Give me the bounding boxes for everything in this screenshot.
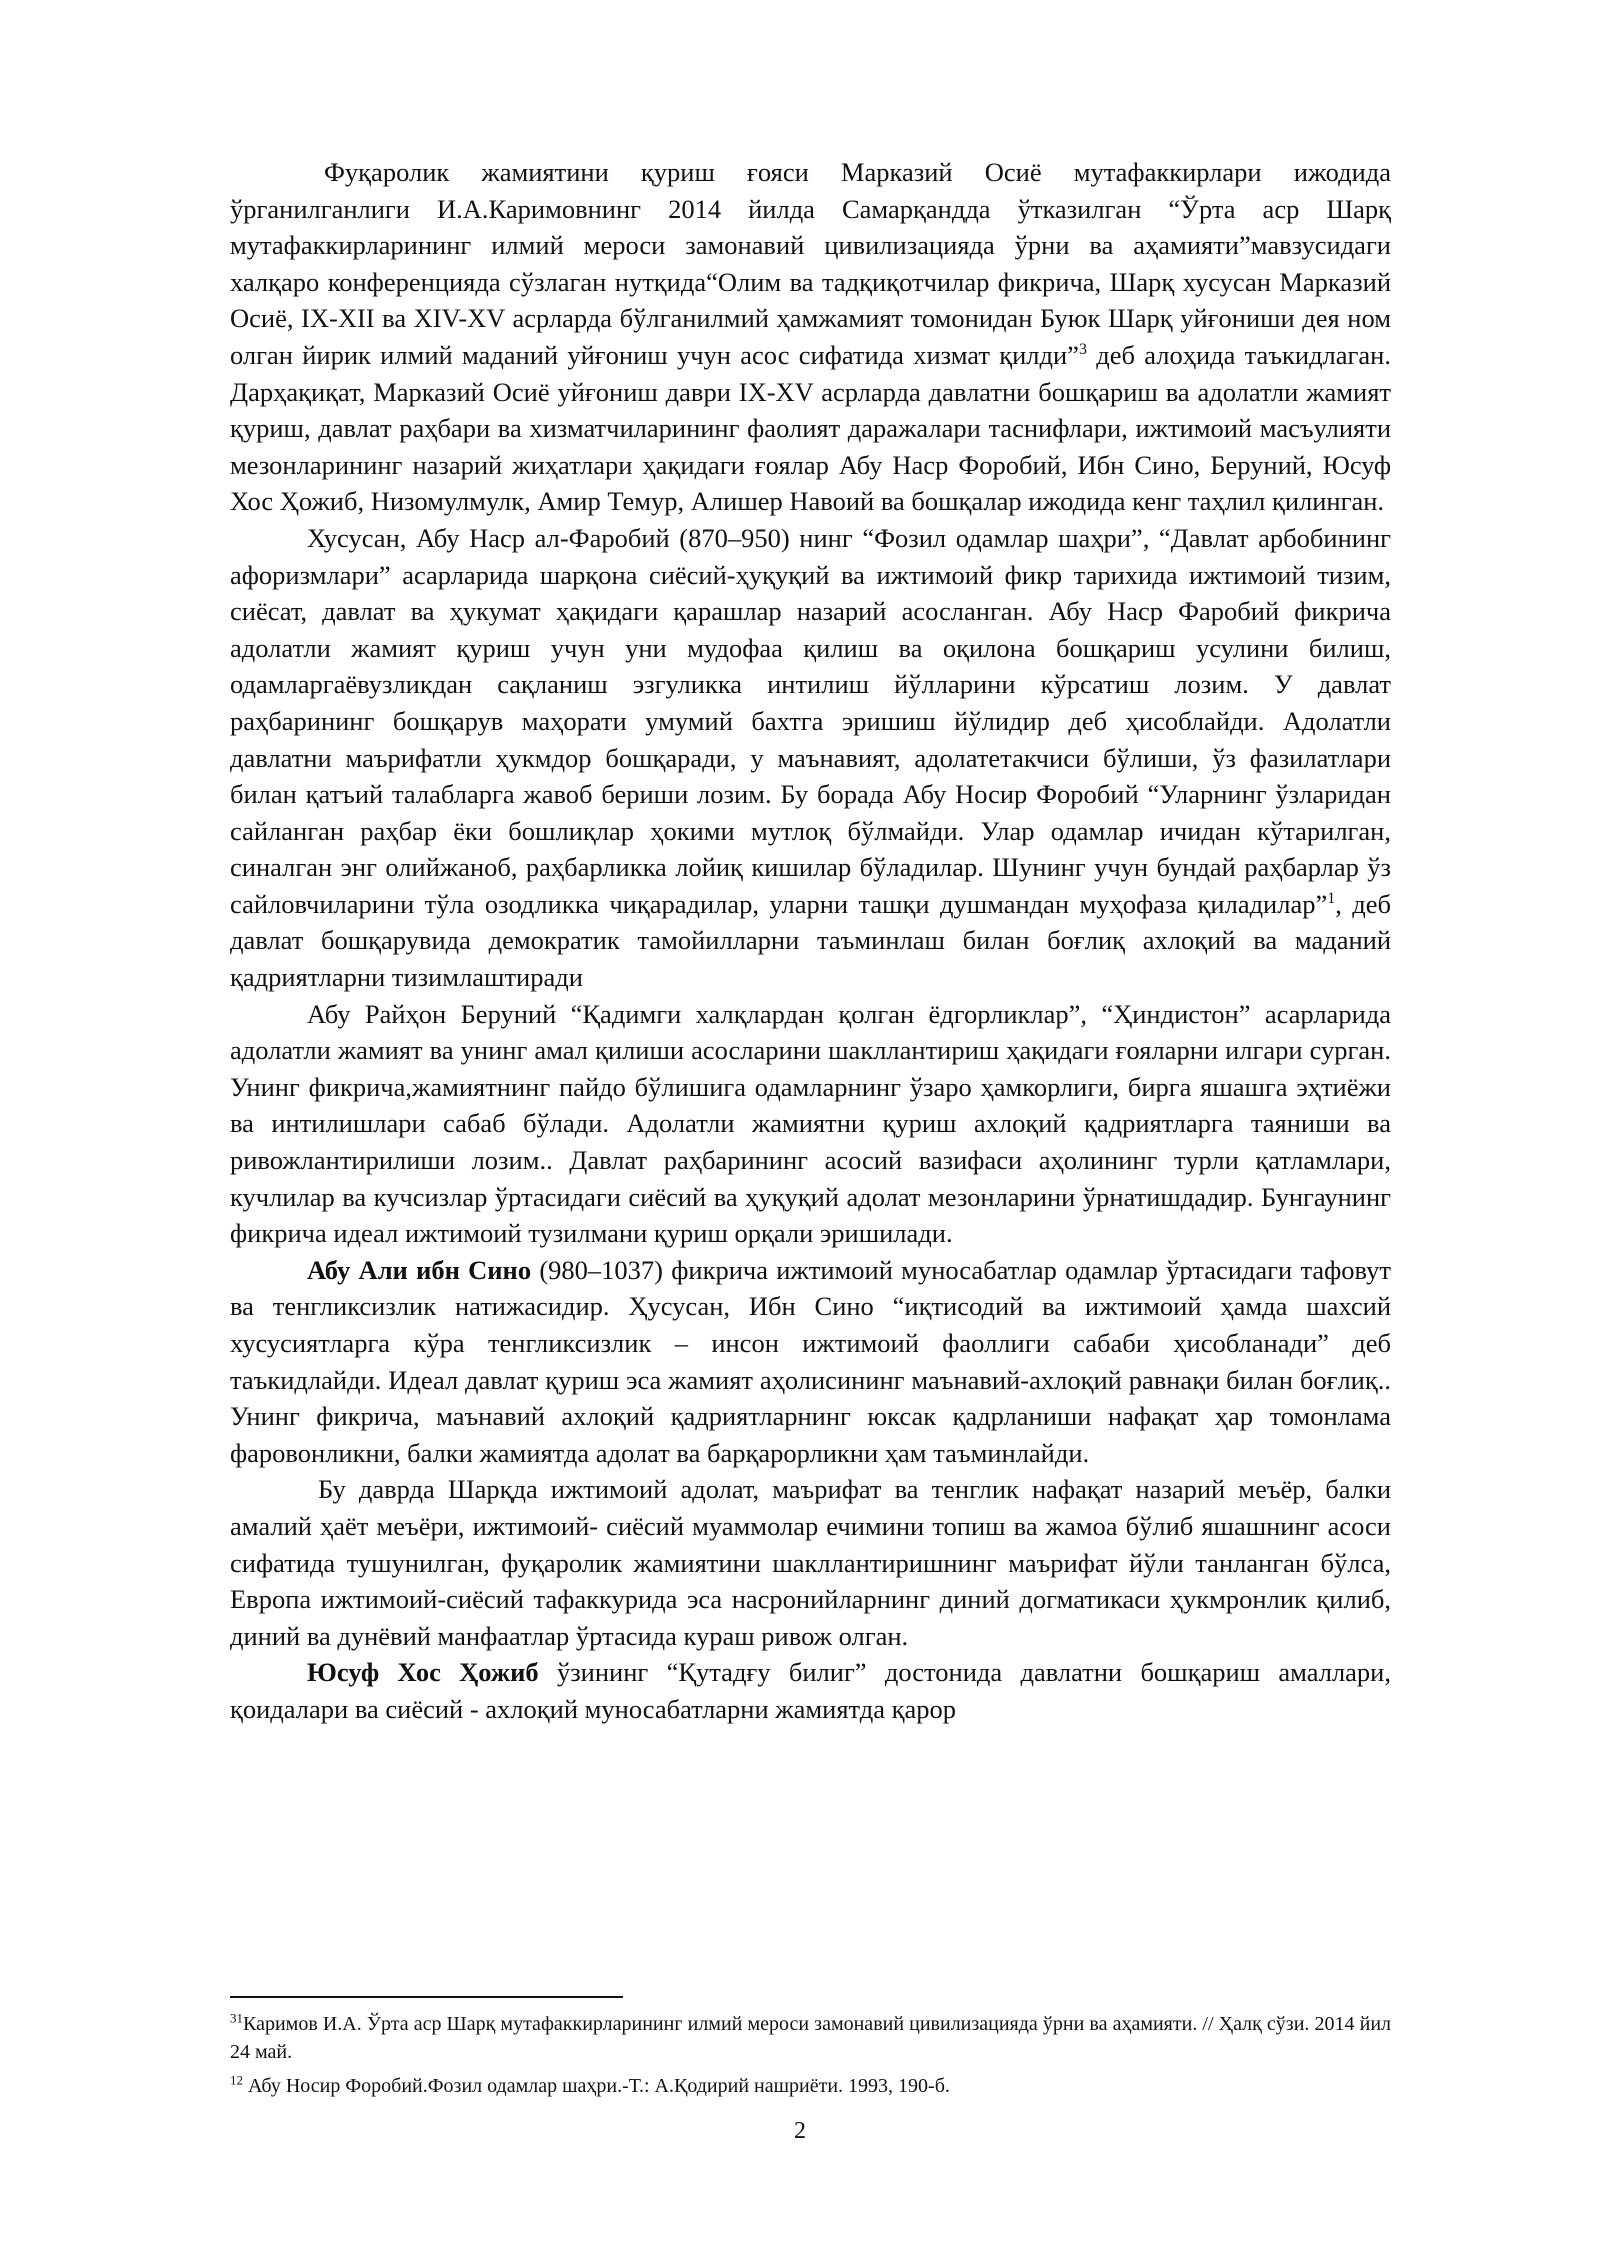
paragraph-text: , деб давлат бошқарувида демократик тамойилларни таъминлаш билан боғлиқ ахлоқий ва маданий қадриятларни тизимлаштиради — [230, 888, 1391, 993]
footnote-text: Абу Носир Форобий.Фозил одамлар шаҳри.-Т.: А.Қодирий нашриёти. 1993, 190-б. — [243, 2075, 950, 2097]
page-number: 2 — [794, 2118, 806, 2144]
bold-name: Юсуф Хос Ҳожиб — [307, 1657, 539, 1688]
paragraph — [230, 1654, 1391, 1727]
paragraph-text: Абу Райҳон Беруний “Қадимги халқлардан қолган ёдгорликлар”, “Ҳиндистон” асарларида адолатли жамият ва унинг амал қилиши асосларини шакллантириш ҳақидаги ғояларни илгари сурган. Унинг фикрича,жамиятнинг пайдо бўлишига одамларнинг ўзаро ҳамкорлиги, бирга яшашга эҳтиёжи ва интилишлари сабаб бўлади. Адолатли жамиятни қуриш ахлоқий қадриятларга таяниши ва ривожлантирилиши лозим.. Давлат раҳбарининг асосий вазифаси аҳолининг турли қатламлари, кучлилар ва кучсизлар ўртасидаги сиёсий ва ҳуқуқий адолат мезонларини ўрнатишдадир. Бунгаунинг фикрича идеал ижтимоий тузилмани қуриш орқали эришилади. — [230, 998, 1391, 1249]
paragraph — [230, 1471, 1391, 1654]
footnote-marker: 31 — [230, 2010, 243, 2026]
footnotes — [230, 2010, 1391, 2106]
paragraph — [230, 996, 1391, 1252]
footnote — [230, 2072, 1391, 2100]
paragraph — [230, 520, 1391, 996]
paragraph-text: Хусусан, Абу Наср ал-Фаробий (870–950) нинг “Фозил одамлар шаҳри”, “Давлат арбобининг афоризмлари” асарларида шарқона сиёсий-ҳуқуқий ва ижтимоий фикр тарихида ижтимоий тизим, сиёсат, давлат ва ҳукумат ҳақидаги қарашлар назарий асосланган. Абу Наср Фаробий фикрича адолатли жамият қуриш учун уни мудофаа қилиш ва оқилона бошқариш усулини билиш, одамларгаёвузликдан сақланиш эзгуликка интилиш йўлларини кўрсатиш лозим. У давлат раҳбарининг бошқарув маҳорати умумий бахтга эришиш йўлидир деб ҳисоблайди. Адолатли давлатни маърифатли ҳукмдор бошқаради, у маънавият, адолатетакчиси бўлиши, ўз фазилатлари билан қатъий талабларга жавоб бериши лозим. Бу борада Абу Носир Форобий “Уларнинг ўзларидан сайланган раҳбар ёки бошлиқлар ҳокими мутлоқ бўлмайди. Улар одамлар ичидан кўтарилган, синалган энг олийжаноб, раҳбарликка лойиқ кишилар бўладилар. Шунинг учун бундай раҳбарлар ўз сайловчиларини тўла озодликка чиқарадилар, уларни ташқи душмандан муҳофаза қиладилар” — [230, 522, 1391, 919]
paragraph-text: (980–1037) фикрича ижтимоий муносабатлар одамлар ўртасидаги тафовут ва тенгликсизлик натижасидир. Ҳусусан, Ибн Сино “иқтисодий ва ижтимоий ҳамда шахсий хусусиятларга кўра тенгликсизлик – инсон ижтимоий фаоллиги сабаби ҳисобланади” деб таъкидлайди. Идеал давлат қуриш эса жамият аҳолисининг маънавий-ахлоқий равнақи билан боғлиқ.. Унинг фикрича, маънавий ахлоқий қадриятларнинг юксак қадрланиши нафақат ҳар томонлама фаровонликни, балки жамиятда адолат ва барқарорликни ҳам таъминлайди. — [230, 1254, 1391, 1468]
bold-name: Абу Али ибн Сино — [307, 1254, 532, 1285]
footnote-text: Каримов И.А. Ўрта аср Шарқ мутафаккирларининг илмий мероси замонавий цивилизацияда ўрни ва аҳамияти. // Ҳалқ сўзи. 2014 йил 24 май. — [230, 2013, 1391, 2063]
paragraph-text: ўзининг “Қутадғу билиг” достонида давлатни бошқариш амаллари, қоидалари ва сиёсий - ахлоқий муносабатларни жамиятда қарор — [230, 1657, 1391, 1724]
paragraph — [230, 154, 1391, 520]
footnote-marker: 12 — [230, 2072, 243, 2088]
paragraph — [230, 1252, 1391, 1472]
body-text — [230, 154, 1391, 1728]
footnote-reference: 1 — [1327, 890, 1336, 908]
paragraph-text: Бу даврда Шарқда ижтимоий адолат, маърифат ва тенглик нафақат назарий меъёр, балки амалий ҳаёт меъёри, ижтимоий- сиёсий муаммолар ечимини топиш ва жамоа бўлиб яшашнинг асоси сифатида тушунилган, фуқаролик жамиятини шакллантиришнинг маърифат йўли танланган бўлса, Европа ижтимоий-сиёсий тафаккурида эса насронийларнинг диний догматикаси ҳукмронлик қилиб, диний ва дунёвий манфаатлар ўртасида кураш ривож олган. — [230, 1474, 1391, 1651]
footnote-reference: 3 — [1078, 341, 1087, 359]
paragraph-text: деб алоҳида таъкидлаган. Дарҳақиқат, Марказий Осиё уйғониш даври IX-XV асрларда давлатни бошқариш ва адолатли жамият қуриш, давлат раҳбари ва хизматчиларининг фаолият даражалари таснифлари, ижтимоий масъулияти мезонларининг назарий жиҳатлари ҳақидаги ғоялар Абу Наср Форобий, Ибн Сино, Беруний, Юсуф Хос Ҳожиб, Низомулмулк, Амир Темур, Алишер Навоий ва бошқалар ижодида кенг таҳлил қилинган. — [230, 339, 1391, 517]
footnote — [230, 2010, 1391, 2066]
paragraph-text: Фуқаролик жамиятини қуриш ғояси Марказий Осиё мутафаккирлари ижодида ўрганилганлиги И.А.Каримовнинг 2014 йилда Самарқандда ўтказилган “Ўрта аср Шарқ мутафаккирларининг илмий мероси замонавий цивилизацияда ўрни ва аҳамияти”мавзусидаги халқаро конференцияда сўзлаган нутқида“Олим ва тадқиқотчилар фикрича, Шарқ хусусан Марказий Осиё, IX-XII ва XIV-XV асрларда бўлганилмий ҳамжамият томонидан Буюк Шарқ уйғониши дея ном олган йирик илмий маданий уйғониш учун асос сифатида хизмат қилди” — [230, 157, 1391, 370]
footnote-separator — [230, 1996, 623, 1998]
